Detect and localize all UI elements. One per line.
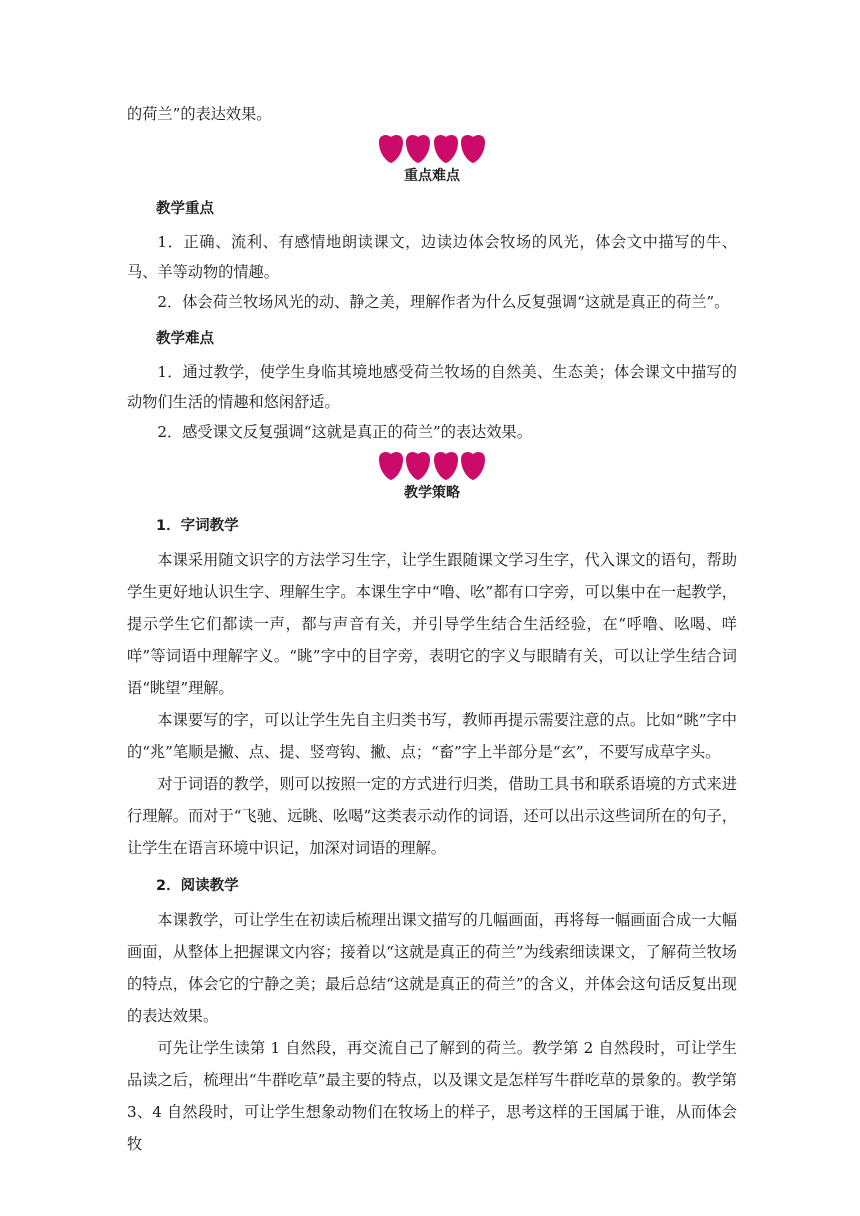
section-title: 教学策略 [404, 485, 460, 501]
petal-icon [461, 135, 485, 163]
document-page [127, 98, 737, 1160]
lead-line: 的荷兰”的表达效果。 [127, 105, 272, 123]
vocab-heading: 1．字词教学 [156, 518, 239, 534]
petal-icon [461, 452, 485, 480]
section-title: 重点难点 [404, 168, 460, 184]
vocab-paragraph: 对于词语的教学，则可以按照一定的方式进行归类，借助工具书和联系语境的方式来进行理解。而对于“飞驰、远眺、吆喝”这类表示动作的词语，还可以出示这些词所在的句子，让学生在语言环境中识记，加深对词语的理解。 [127, 775, 737, 857]
petal-icon [406, 452, 430, 480]
petal-icon [406, 135, 430, 163]
focus-heading: 教学重点 [156, 201, 214, 217]
difficulty-item: 1．通过教学，使学生身临其境地感受荷兰牧场的自然美、生态美；体会课文中描写的动物们生活的情趣和悠闲舒适。 [127, 363, 737, 411]
focus-item: 2．体会荷兰牧场风光的动、静之美，理解作者为什么反复强调“这就是真正的荷兰”。 [157, 293, 730, 311]
petal-icon [379, 135, 403, 163]
petal-ornament [127, 449, 737, 481]
petal-icon [434, 135, 458, 163]
petal-ornament-icon [376, 132, 488, 164]
reading-paragraph: 本课教学，可让学生在初读后梳理出课文描写的几幅画面，再将每一幅画面合成一大幅画面，从整体上把握课文内容；接着以“这就是真正的荷兰”为线索细读课文，了解荷兰牧场的特点，体会它的宁静之美；最后总结“这就是真正的荷兰”的含义，并体会这句话反复出现的表达效果。 [127, 911, 737, 1025]
section-banner-strategy [127, 449, 737, 504]
petal-ornament-icon [376, 449, 488, 481]
vocab-paragraph: 本课采用随文识字的方法学习生字，让学生跟随课文学习生字，代入课文的语句，帮助学生更好地认识生字、理解生字。本课生字中“噜、吆”都有口字旁，可以集中在一起教学，提示学生它们都读一声，都与声音有关，并引导学生结合生活经验，在“呼噜、吆喝、咩咩”等词语中理解字义。“眺”字中的目字旁，表明它的字义与眼睛有关，可以让学生结合词语“眺望”理解。 [127, 551, 737, 697]
difficulty-item: 2．感受课文反复强调“这就是真正的荷兰”的表达效果。 [157, 423, 532, 441]
reading-heading: 2．阅读教学 [156, 878, 239, 894]
petal-ornament [127, 132, 737, 164]
petal-icon [379, 452, 403, 480]
difficulty-heading: 教学难点 [156, 331, 214, 347]
petal-icon [434, 452, 458, 480]
section-banner-key [127, 132, 737, 187]
vocab-paragraph: 本课要写的字，可以让学生先自主归类书写，教师再提示需要注意的点。比如“眺”字中的“兆”笔顺是撇、点、提、竖弯钩、撇、点；“畜”字上半部分是“玄”，不要写成草字头。 [127, 711, 737, 761]
focus-item: 1．正确、流利、有感情地朗读课文，边读边体会牧场的风光，体会文中描写的牛、马、羊等动物的情趣。 [127, 233, 737, 281]
reading-paragraph: 可先让学生读第 1 自然段，再交流自己了解到的荷兰。教学第 2 自然段时，可让学生品读之后，梳理出“牛群吃草”最主要的特点，以及课文是怎样写牛群吃草的景象的。教学第 3、4 自然段时，可让学生想象动物们在牧场上的样子，思考这样的王国属于谁，从而体会牧 [127, 1039, 737, 1153]
